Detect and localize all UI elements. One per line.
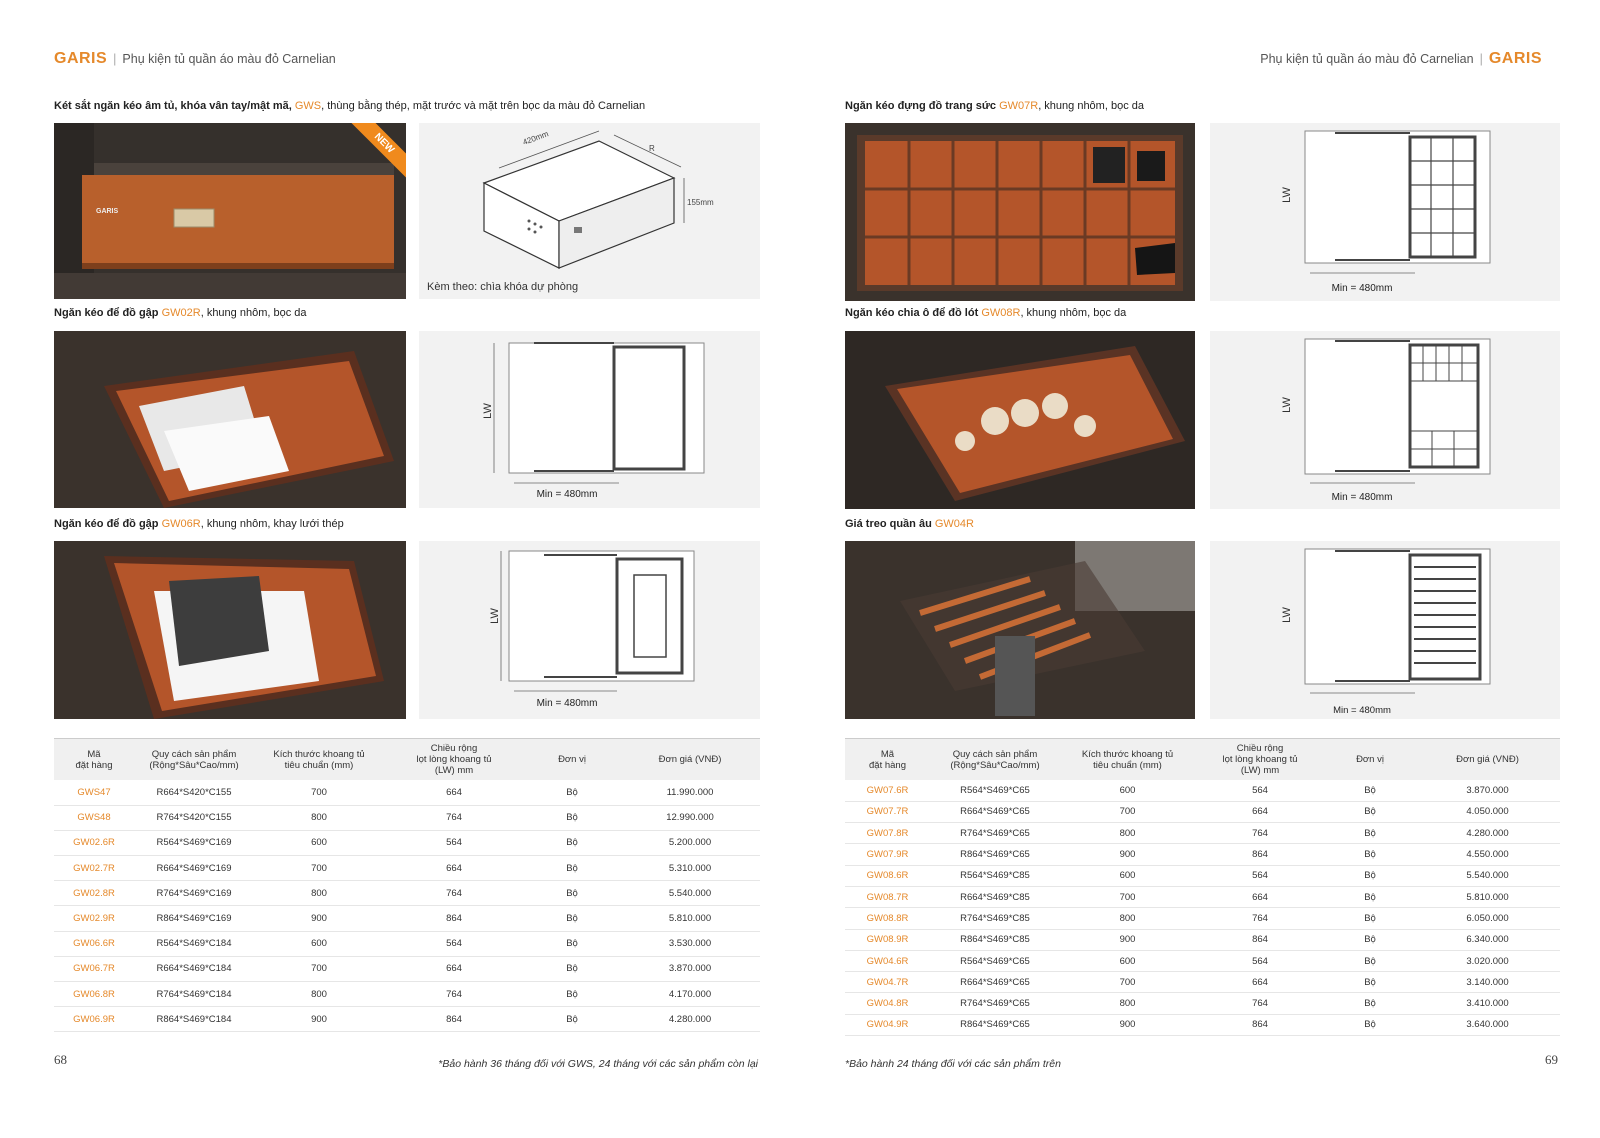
table-row (54, 906, 760, 931)
cell-price: 4.280.000 (1415, 823, 1560, 844)
page-number: 68 (54, 1052, 67, 1067)
cell-spec: R764*S469*C65 (930, 823, 1060, 844)
cell-spec: R764*S469*C85 (930, 908, 1060, 929)
cell-spec: R664*S420*C155 (134, 780, 254, 805)
price-table-right (845, 738, 1560, 1036)
cell-code: GW04.7R (845, 972, 930, 993)
cell-spec: R564*S469*C65 (930, 780, 1060, 801)
cell-lw: 864 (1195, 929, 1325, 950)
cell-spec: R864*S469*C65 (930, 844, 1060, 865)
warranty-note: *Bảo hành 36 tháng đối với GWS, 24 tháng với các sản phẩm còn lại (438, 1058, 758, 1070)
cell-cabinet: 800 (1060, 993, 1195, 1014)
table-row (54, 956, 760, 981)
section-title-bold: Ngăn kéo chia ô để đồ lót (845, 307, 979, 319)
right-page (800, 0, 1600, 1138)
diagram-gw04r (1210, 541, 1560, 719)
cell-cabinet: 900 (1060, 844, 1195, 865)
table-row (845, 993, 1560, 1014)
page-header (54, 50, 336, 68)
cell-spec: R864*S469*C85 (930, 929, 1060, 950)
product-code: GW04R (934, 518, 974, 530)
cell-lw: 764 (384, 881, 524, 906)
cell-cabinet: 700 (254, 956, 384, 981)
cell-price: 4.550.000 (1415, 844, 1560, 865)
table-row (845, 950, 1560, 971)
table-body (54, 780, 760, 1032)
product-code: GW07R (999, 100, 1039, 112)
cell-price: 5.200.000 (620, 830, 760, 855)
width-label: 420mm (521, 129, 550, 147)
product-code: GWS (294, 100, 322, 112)
cell-code: GW04.9R (845, 1014, 930, 1035)
cell-unit: Bộ (1325, 801, 1415, 822)
table-row (54, 1007, 760, 1032)
table-row (845, 929, 1560, 950)
cell-spec: R764*S420*C155 (134, 805, 254, 830)
cell-unit: Bộ (524, 780, 620, 805)
cell-price: 3.870.000 (1415, 780, 1560, 801)
cell-code: GW06.6R (54, 931, 134, 956)
cell-price: 6.340.000 (1415, 929, 1560, 950)
cell-cabinet: 600 (254, 830, 384, 855)
table-row (54, 856, 760, 881)
cell-price: 3.640.000 (1415, 1014, 1560, 1035)
cell-price: 5.540.000 (1415, 865, 1560, 886)
cell-unit: Bộ (1325, 972, 1415, 993)
cell-code: GW06.9R (54, 1007, 134, 1032)
diagram-gw08r (1210, 331, 1560, 509)
cell-spec: R764*S469*C169 (134, 881, 254, 906)
product-code: GW08R (981, 307, 1021, 319)
cell-unit: Bộ (524, 856, 620, 881)
min-width-label: Min = 480mm (536, 698, 598, 709)
table-row (54, 982, 760, 1007)
cell-price: 4.280.000 (620, 1007, 760, 1032)
cell-lw: 564 (1195, 950, 1325, 971)
cell-cabinet: 600 (1060, 780, 1195, 801)
section-title-gw08r (845, 307, 1126, 319)
section-title-rest: , khung nhôm, bọc da (1038, 100, 1144, 112)
cell-code: GWS48 (54, 805, 134, 830)
section-title-rest: , khung nhôm, bọc da (1020, 307, 1127, 319)
cell-unit: Bộ (524, 956, 620, 981)
section-title-gw06r (54, 518, 344, 530)
cell-price: 5.810.000 (620, 906, 760, 931)
section-title-bold: Ngăn kéo để đồ gập (54, 518, 159, 530)
product-photo-gw02r (54, 331, 406, 508)
section-title-bold: Giá treo quần âu (845, 518, 932, 530)
table-header-row (54, 739, 760, 781)
cell-lw: 664 (1195, 801, 1325, 822)
product-photo-gws (54, 123, 406, 299)
cell-spec: R664*S469*C65 (930, 972, 1060, 993)
product-photo-gw04r (845, 541, 1195, 719)
brand-logo: GARIS (54, 50, 108, 67)
col-header-cabinet: Kích thước khoang tủ tiêu chuẩn (mm) (254, 739, 384, 781)
cell-unit: Bộ (524, 805, 620, 830)
lw-label: LW (489, 608, 501, 624)
drawer-folded-photo (54, 331, 406, 508)
cell-cabinet: 600 (1060, 950, 1195, 971)
col-header-unit: Đơn vị (524, 739, 620, 781)
cell-spec: R564*S469*C184 (134, 931, 254, 956)
section-title-gw07r (845, 100, 1144, 112)
cell-lw: 864 (384, 1007, 524, 1032)
jewelry-drawer-diagram (1210, 123, 1560, 301)
cell-unit: Bộ (1325, 929, 1415, 950)
cell-lw: 564 (1195, 865, 1325, 886)
cell-code: GW08.6R (845, 865, 930, 886)
new-badge (346, 123, 406, 183)
cell-unit: Bộ (1325, 908, 1415, 929)
product-photo-gw06r (54, 541, 406, 719)
cell-code: GW07.9R (845, 844, 930, 865)
warranty-note: *Bảo hành 24 tháng đối với các sản phẩm trên (845, 1058, 1061, 1070)
cell-code: GW02.9R (54, 906, 134, 931)
cell-unit: Bộ (1325, 865, 1415, 886)
diagram-caption: Kèm theo: chìa khóa dự phòng (427, 281, 579, 293)
product-photo-gw07r (845, 123, 1195, 301)
min-width-label: Min = 480mm (536, 489, 598, 500)
product-photo-gw08r (845, 331, 1195, 509)
price-table-left (54, 738, 760, 1032)
jewelry-drawer-photo (845, 123, 1195, 301)
cell-cabinet: 800 (254, 982, 384, 1007)
cell-code: GWS47 (54, 780, 134, 805)
cell-cabinet: 800 (1060, 823, 1195, 844)
cell-cabinet: 900 (254, 1007, 384, 1032)
table-row (54, 931, 760, 956)
table-row (845, 886, 1560, 907)
min-width-label: Min = 480mm (1333, 705, 1391, 716)
cell-unit: Bộ (1325, 780, 1415, 801)
cell-price: 3.410.000 (1415, 993, 1560, 1014)
table-row (845, 801, 1560, 822)
cell-spec: R664*S469*C169 (134, 856, 254, 881)
cell-code: GW07.8R (845, 823, 930, 844)
section-title-gws (54, 100, 645, 112)
trouser-rack-diagram (1210, 541, 1560, 719)
col-header-code: Mã đặt hàng (54, 739, 134, 781)
col-header-price: Đơn giá (VNĐ) (1415, 739, 1560, 781)
table-row (845, 823, 1560, 844)
min-width-label: Min = 480mm (1331, 283, 1393, 294)
cell-cabinet: 700 (1060, 801, 1195, 822)
cell-spec: R864*S469*C65 (930, 1014, 1060, 1035)
cell-code: GW04.6R (845, 950, 930, 971)
diagram-gw06r (419, 541, 760, 719)
cell-code: GW07.7R (845, 801, 930, 822)
trouser-rack-photo (845, 541, 1195, 719)
cell-spec: R664*S469*C65 (930, 801, 1060, 822)
section-title-bold: Ngăn kéo để đồ gập (54, 307, 159, 319)
cell-lw: 564 (384, 931, 524, 956)
cell-cabinet: 900 (254, 906, 384, 931)
underwear-drawer-photo (845, 331, 1195, 509)
col-header-price: Đơn giá (VNĐ) (620, 739, 760, 781)
cell-code: GW08.8R (845, 908, 930, 929)
drawer-mesh-photo (54, 541, 406, 719)
page-number: 69 (1545, 1052, 1558, 1067)
new-badge-label: NEW (350, 123, 406, 178)
cell-price: 6.050.000 (1415, 908, 1560, 929)
cell-cabinet: 600 (254, 931, 384, 956)
cell-lw: 764 (1195, 908, 1325, 929)
cell-cabinet: 900 (1060, 1014, 1195, 1035)
cell-price: 3.140.000 (1415, 972, 1560, 993)
header-separator: | (1479, 52, 1483, 66)
table-header-row (845, 739, 1560, 781)
cell-cabinet: 800 (1060, 908, 1195, 929)
section-title-gw04r (845, 518, 974, 530)
table-row (845, 844, 1560, 865)
cell-code: GW02.8R (54, 881, 134, 906)
cell-spec: R564*S469*C85 (930, 865, 1060, 886)
cell-lw: 864 (1195, 844, 1325, 865)
cell-price: 12.990.000 (620, 805, 760, 830)
col-header-code: Mã đặt hàng (845, 739, 930, 781)
cell-unit: Bộ (1325, 844, 1415, 865)
table-row (845, 908, 1560, 929)
cell-unit: Bộ (524, 931, 620, 956)
cell-lw: 864 (1195, 1014, 1325, 1035)
cell-cabinet: 800 (254, 881, 384, 906)
cell-unit: Bộ (1325, 886, 1415, 907)
safe-diagram (419, 123, 760, 299)
cell-lw: 764 (384, 982, 524, 1007)
cell-unit: Bộ (524, 1007, 620, 1032)
cell-unit: Bộ (1325, 950, 1415, 971)
cell-unit: Bộ (524, 830, 620, 855)
table-row (845, 1014, 1560, 1035)
cell-cabinet: 600 (1060, 865, 1195, 886)
cell-spec: R864*S469*C169 (134, 906, 254, 931)
cell-price: 3.870.000 (620, 956, 760, 981)
cell-spec: R564*S469*C169 (134, 830, 254, 855)
cell-cabinet: 700 (1060, 886, 1195, 907)
section-title-rest: , khung nhôm, khay lưới thép (200, 518, 344, 530)
cell-price: 11.990.000 (620, 780, 760, 805)
cell-code: GW06.8R (54, 982, 134, 1007)
cell-code: GW02.6R (54, 830, 134, 855)
cell-spec: R764*S469*C184 (134, 982, 254, 1007)
header-title: Phụ kiện tủ quần áo màu đỏ Carnelian (1260, 52, 1474, 66)
cell-code: GW08.7R (845, 886, 930, 907)
section-title-rest: , khung nhôm, bọc da (200, 307, 307, 319)
table-row (54, 881, 760, 906)
cell-unit: Bộ (1325, 993, 1415, 1014)
cell-cabinet: 900 (1060, 929, 1195, 950)
cell-lw: 564 (384, 830, 524, 855)
cell-unit: Bộ (524, 982, 620, 1007)
cell-lw: 664 (384, 856, 524, 881)
cell-lw: 764 (1195, 823, 1325, 844)
cell-lw: 764 (384, 805, 524, 830)
lw-label: LW (1281, 607, 1293, 623)
cell-cabinet: 700 (254, 856, 384, 881)
cell-price: 5.310.000 (620, 856, 760, 881)
drawer-mesh-diagram (419, 541, 760, 719)
cell-spec: R864*S469*C184 (134, 1007, 254, 1032)
cell-spec: R664*S469*C85 (930, 886, 1060, 907)
table-body (845, 780, 1560, 1036)
cell-code: GW04.8R (845, 993, 930, 1014)
lw-label: LW (1281, 187, 1293, 203)
cell-unit: Bộ (1325, 823, 1415, 844)
cell-cabinet: 700 (254, 780, 384, 805)
diagram-gw02r (419, 331, 760, 508)
drawer-plan-diagram (419, 331, 760, 508)
diagram-gw07r (1210, 123, 1560, 301)
col-header-unit: Đơn vị (1325, 739, 1415, 781)
depth-label: R (649, 144, 655, 153)
section-title-bold: Két sắt ngăn kéo âm tủ, khóa vân tay/mật mã, (54, 100, 292, 112)
diagram-gws (419, 123, 760, 299)
section-title-gw02r (54, 307, 307, 319)
col-header-lw: Chiều rộng lọt lòng khoang tủ (LW) mm (1195, 739, 1325, 781)
lw-label: LW (482, 403, 494, 419)
cell-price: 4.050.000 (1415, 801, 1560, 822)
table-row (54, 805, 760, 830)
cell-lw: 564 (1195, 780, 1325, 801)
cell-lw: 664 (1195, 972, 1325, 993)
product-code: GW06R (161, 518, 201, 530)
cell-price: 4.170.000 (620, 982, 760, 1007)
cell-price: 3.020.000 (1415, 950, 1560, 971)
table-row (845, 972, 1560, 993)
cell-lw: 864 (384, 906, 524, 931)
cell-spec: R564*S469*C65 (930, 950, 1060, 971)
section-title-bold: Ngăn kéo đựng đồ trang sức (845, 100, 996, 112)
cell-unit: Bộ (1325, 1014, 1415, 1035)
table-row (845, 780, 1560, 801)
height-label: 155mm (687, 198, 714, 207)
cell-lw: 764 (1195, 993, 1325, 1014)
page-header (1260, 50, 1542, 68)
cell-price: 5.810.000 (1415, 886, 1560, 907)
cell-lw: 664 (1195, 886, 1325, 907)
section-title-rest: , thùng bằng thép, mặt trước và mặt trên bọc da màu đỏ Carnelian (321, 100, 646, 112)
header-title: Phụ kiện tủ quần áo màu đỏ Carnelian (122, 52, 336, 66)
cell-price: 5.540.000 (620, 881, 760, 906)
underwear-drawer-diagram (1210, 331, 1560, 509)
safe-logo-text: GARIS (96, 208, 119, 215)
table-row (54, 780, 760, 805)
cell-code: GW08.9R (845, 929, 930, 950)
cell-code: GW07.6R (845, 780, 930, 801)
table-row (54, 830, 760, 855)
col-header-spec: Quy cách sản phẩm (Rộng*Sâu*Cao/mm) (134, 739, 254, 781)
cell-lw: 664 (384, 956, 524, 981)
header-separator: | (113, 52, 117, 66)
cell-spec: R764*S469*C65 (930, 993, 1060, 1014)
min-width-label: Min = 480mm (1331, 492, 1393, 503)
cell-unit: Bộ (524, 906, 620, 931)
brand-logo: GARIS (1488, 50, 1542, 67)
col-header-lw: Chiều rộng lọt lòng khoang tủ (LW) mm (384, 739, 524, 781)
cell-unit: Bộ (524, 881, 620, 906)
col-header-spec: Quy cách sản phẩm (Rộng*Sâu*Cao/mm) (930, 739, 1060, 781)
table-row (845, 865, 1560, 886)
cell-price: 3.530.000 (620, 931, 760, 956)
cell-code: GW06.7R (54, 956, 134, 981)
cell-code: GW02.7R (54, 856, 134, 881)
product-code: GW02R (161, 307, 201, 319)
cell-cabinet: 700 (1060, 972, 1195, 993)
cell-lw: 664 (384, 780, 524, 805)
lw-label: LW (1281, 397, 1293, 413)
col-header-cabinet: Kích thước khoang tủ tiêu chuẩn (mm) (1060, 739, 1195, 781)
cell-spec: R664*S469*C184 (134, 956, 254, 981)
cell-cabinet: 800 (254, 805, 384, 830)
